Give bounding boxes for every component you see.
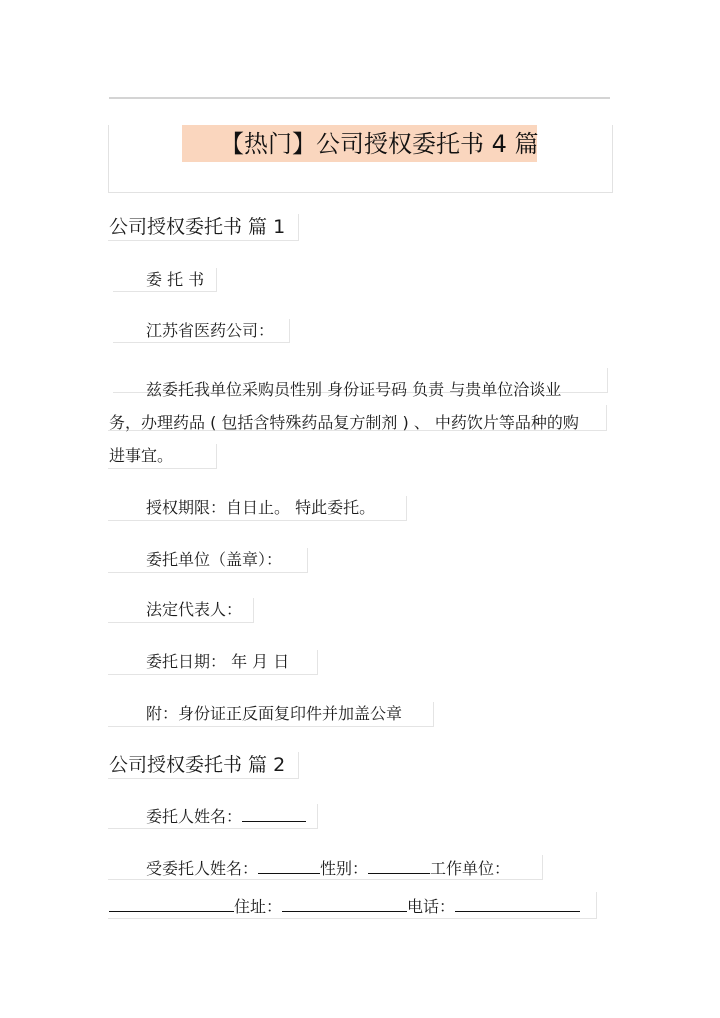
address-row bbox=[109, 895, 580, 918]
phone-label: 电话： bbox=[407, 897, 456, 916]
gender-blank bbox=[368, 857, 430, 874]
body-line-3: 进事宜。 bbox=[109, 446, 174, 465]
doc-subtitle: 委 托 书 bbox=[146, 270, 205, 289]
address-label: 住址： bbox=[234, 897, 283, 916]
body-line-2: 务，办理药品 ( 包括含特殊药品复方制剂 ) 、 中药饮片等品种的购 bbox=[109, 413, 579, 432]
legal-representative: 法定代表人： bbox=[146, 600, 243, 619]
phone-blank bbox=[455, 895, 580, 912]
entrust-date: 委托日期： 年 月 日 bbox=[146, 652, 290, 671]
principal-name-label: 委托人姓名： bbox=[146, 807, 243, 826]
top-rule bbox=[109, 97, 610, 99]
work-unit-label: 工作单位： bbox=[430, 859, 511, 878]
work-unit-blank bbox=[109, 895, 234, 912]
section2-heading: 公司授权委托书 篇 2 bbox=[109, 754, 286, 776]
body-line-1: 兹委托我单位采购员性别 身份证号码 负责 与贵单位洽谈业 bbox=[146, 380, 562, 399]
principal-name-row bbox=[146, 805, 306, 828]
section1-heading: 公司授权委托书 篇 1 bbox=[109, 216, 286, 238]
addressee: 江苏省医药公司： bbox=[146, 321, 275, 340]
authorization-term: 授权期限：自日止。 特此委托。 bbox=[146, 498, 376, 517]
attachment-note: 附：身份证正反面复印件并加盖公章 bbox=[146, 704, 403, 723]
address-blank bbox=[282, 895, 407, 912]
principal-name-blank bbox=[242, 805, 306, 822]
gender-label: 性别： bbox=[320, 859, 369, 878]
agent-name-blank bbox=[258, 857, 320, 874]
agent-row bbox=[146, 857, 510, 880]
document-title: 【热门】公司授权委托书 4 篇 bbox=[220, 130, 539, 158]
principal-unit: 委托单位（盖章）： bbox=[146, 550, 283, 569]
agent-name-label: 受委托人姓名： bbox=[146, 859, 259, 878]
